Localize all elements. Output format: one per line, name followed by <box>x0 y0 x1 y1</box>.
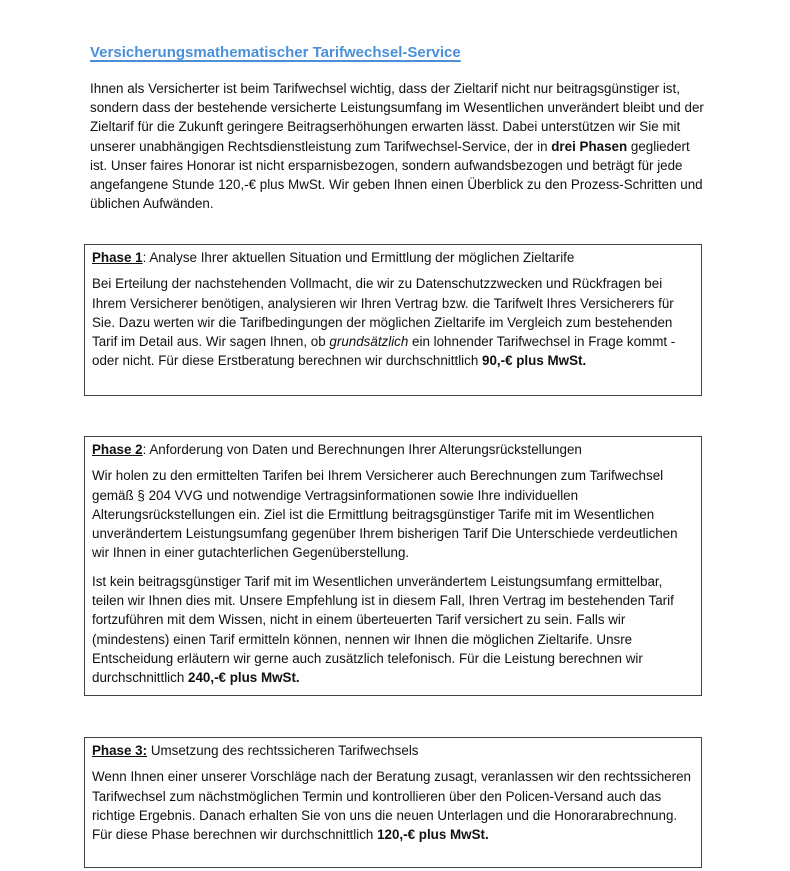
phase-1-text-a: Bei Erteilung der nachstehenden Vollmacht, die wir zu Datenschutzzwecken und Rückfragen bei Ihrem Versicherer benötigen, analysieren wir Ihren Vertrag bzw. die Tarifwelt Ihres Versicherers für Sie. Dazu werten wir die Tarifbedingungen der möglichen Zieltarife im Vergleich zum bestehenden Tarif im Detail aus. Wir sagen Ihnen, ob <box>92 276 674 350</box>
phase-1-title: Analyse Ihrer aktuellen Situation und Ermittlung der möglichen Zieltarife <box>146 250 575 265</box>
phase-1-description <box>92 274 693 370</box>
phase-3-price: 120,-€ plus MwSt. <box>377 827 489 843</box>
phase-2-price: 240,-€ plus MwSt. <box>188 670 300 686</box>
phase-1-price: 90,-€ plus MwSt. <box>482 353 587 369</box>
phase-1-text-b: ein lohnender Tarifwechsel in Frage kommt -oder nicht. Für diese Erstberatung berechnen wir durchschnittlich <box>92 334 676 369</box>
phase-2-description-1: Wir holen zu den ermittelten Tarifen bei Ihrem Versicherer auch Berechnungen zum Tarifwechsel gemäß § 204 VVG und notwendige Vertragsinformationen sowie Ihre individuellen Alterungsrückstellungen ein. Ziel ist die Ermittlung beitragsgünstiger Tarife mit im Wesentlichen unverändertem Leistungsumfang gegenüber Ihrem bisherigen Tarif Die Unterschiede verdeutlichen wir Ihnen in einer gutachterlichen Gegenüberstellung. <box>92 468 678 561</box>
intro-paragraph <box>90 79 710 213</box>
phase-2-text: Ist kein beitragsgünstiger Tarif mit im Wesentlichen unverändertem Leistungsumfang ermittelbar, teilen wir Ihnen dies mit. Unsere Empfehlung ist in diesem Fall, Ihren Vertrag im bestehenden Tarif fortzuführen mit dem Wissen, nicht in einem überteuerten Tarif versichert zu sein. Falls wir (mindestens) einen Tarif ermitteln können, nennen wir Ihnen die möglichen Zieltarife. Unsre Entscheidung erläutern wir gerne auch zusätzlich telefonisch. Für die Leistung berechnen wir durchschnittlich <box>92 573 674 686</box>
phase-1-label: Phase 1 <box>92 250 143 265</box>
phase-3-box <box>84 737 702 868</box>
phase-2-box <box>84 436 702 696</box>
phase-2-separator: : <box>142 442 147 457</box>
phase-3-description <box>92 767 693 844</box>
phase-3-text: Wenn Ihnen einer unserer Vorschläge nach der Beratung zusagt, veranlassen wir den rechtssicheren Tarifwechsel zum nächstmöglichen Termin und kontrollieren über den Policen-Versand auch das richtige Ergebnis. Danach erhalten Sie von uns die neuen Unterlagen und die Honorarabrechnung. Für diese Phase berechnen wir durchschnittlich <box>92 769 691 843</box>
phase-3-title: Umsetzung des rechtssicheren Tarifwechsels <box>147 743 419 758</box>
phase-1-separator: : <box>142 250 147 265</box>
phase-2-heading <box>92 440 693 459</box>
phase-2-description-2 <box>92 572 693 688</box>
phase-1-italic: grundsätzlich <box>329 334 409 350</box>
phase-1-box <box>84 244 702 396</box>
phase-2-label: Phase 2 <box>92 442 143 457</box>
page-title: Versicherungsmathematischer Tarifwechsel-Service <box>90 44 461 61</box>
phase-3-heading <box>92 741 693 760</box>
intro-text-1: Ihnen als Versicherter ist beim Tarifwechsel wichtig, dass der Zieltarif nicht nur beitragsgünstiger ist, sondern dass der bestehende versicherte Leistungsumfang im Wesentlichen unverändert bleibt und der Zieltarif für die Zukunft geringere Beitragserhöhungen erwarten lässt. Dabei unterstützen wir Sie mit unserer unabhängigen Rechtsdienstleistung zum Tarifwechsel-Service, der in <box>90 81 704 154</box>
intro-bold-phases: drei Phasen <box>551 138 628 154</box>
phase-2-title: Anforderung von Daten und Berechnungen Ihrer Alterungsrückstellungen <box>146 442 582 457</box>
phase-1-heading <box>92 248 693 267</box>
phase-3-label: Phase 3: <box>92 743 148 758</box>
intro-text-2: gegliedert ist. Unser faires Honorar ist nicht ersparnisbezogen, sondern aufwandsbezogen und beträgt für jede angefangene Stunde 120,-€ plus MwSt. Wir geben Ihnen einen Überblick zu den Prozess-Schritten und üblichen Aufwänden. <box>90 138 703 212</box>
